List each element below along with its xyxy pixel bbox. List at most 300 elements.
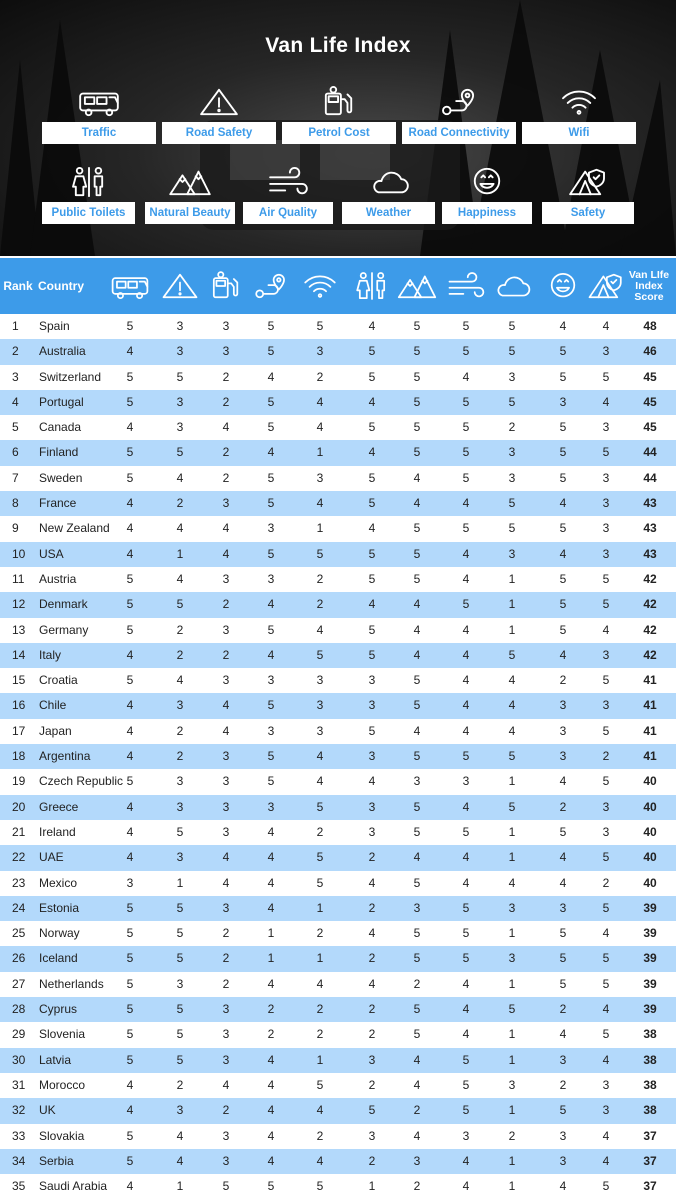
value-cell: 2 — [222, 647, 230, 662]
category-icon — [162, 82, 276, 118]
value-cell: 4 — [176, 470, 184, 485]
table-row — [0, 896, 676, 921]
table-row — [0, 542, 676, 567]
value-cell: 4 — [368, 875, 376, 890]
value-cell: 5 — [222, 1179, 230, 1194]
value-cell: 5 — [176, 1052, 184, 1067]
value-cell: 3 — [222, 900, 230, 915]
value-cell: 4 — [508, 698, 516, 713]
country-cell: Morocco — [39, 1077, 86, 1092]
value-cell: 4 — [602, 319, 610, 333]
value-cell: 4 — [176, 673, 184, 688]
value-cell: 5 — [368, 647, 376, 662]
table-row — [0, 567, 676, 592]
value-cell: 4 — [368, 521, 376, 536]
value-cell: 5 — [602, 900, 610, 915]
value-cell: 3 — [176, 344, 184, 359]
value-cell: 5 — [462, 824, 470, 839]
value-cell: 5 — [267, 470, 275, 485]
value-cell: 5 — [413, 1002, 421, 1017]
category-icon — [542, 162, 634, 198]
value-cell: 5 — [602, 445, 610, 460]
value-cell: 3 — [222, 1153, 230, 1168]
value-cell: 5 — [176, 926, 184, 941]
category-label: Air Quality — [243, 202, 333, 224]
value-cell: 5 — [462, 1052, 470, 1067]
rank-cell: 33 — [12, 1128, 26, 1143]
value-cell: 3 — [559, 394, 567, 409]
value-cell: 3 — [176, 976, 184, 991]
value-cell: 1 — [508, 976, 516, 991]
value-cell: 3 — [413, 900, 421, 915]
value-cell: 3 — [176, 420, 184, 435]
score-cell: 39 — [643, 926, 657, 941]
category-label: Happiness — [442, 202, 532, 224]
value-cell: 3 — [222, 622, 230, 637]
value-cell: 2 — [368, 951, 376, 966]
value-cell: 4 — [462, 875, 470, 890]
category-petrol-cost — [282, 82, 396, 144]
value-cell: 2 — [222, 470, 230, 485]
wind-icon — [265, 166, 311, 198]
table-row — [0, 592, 676, 617]
table-row — [0, 516, 676, 541]
value-cell: 4 — [368, 319, 376, 333]
value-cell: 4 — [508, 723, 516, 738]
value-cell: 3 — [462, 774, 470, 789]
value-cell: 5 — [126, 976, 134, 991]
value-cell: 4 — [462, 496, 470, 511]
value-cell: 5 — [413, 420, 421, 435]
table-row — [0, 491, 676, 516]
value-cell: 5 — [508, 344, 516, 359]
rank-cell: 13 — [12, 622, 26, 637]
value-cell: 3 — [267, 799, 275, 814]
rank-cell: 2 — [12, 344, 19, 359]
value-cell: 3 — [316, 344, 324, 359]
value-cell: 5 — [413, 344, 421, 359]
value-cell: 4 — [222, 546, 230, 561]
value-cell: 5 — [316, 799, 324, 814]
value-cell: 5 — [602, 951, 610, 966]
value-cell: 3 — [126, 875, 134, 890]
campervan-icon — [110, 271, 150, 301]
value-cell: 4 — [267, 445, 275, 460]
value-cell: 5 — [462, 926, 470, 941]
value-cell: 5 — [368, 622, 376, 637]
value-cell: 5 — [126, 571, 134, 586]
country-cell: Austria — [39, 571, 77, 586]
value-cell: 2 — [602, 875, 610, 890]
table-row — [0, 972, 676, 997]
value-cell: 3 — [368, 749, 376, 764]
value-cell: 5 — [126, 1002, 134, 1017]
value-cell: 3 — [222, 673, 230, 688]
score-cell: 43 — [643, 546, 657, 561]
value-cell: 4 — [267, 900, 275, 915]
value-cell: 2 — [222, 1103, 230, 1118]
value-cell: 5 — [508, 799, 516, 814]
value-cell: 1 — [316, 521, 324, 536]
value-cell: 2 — [368, 1002, 376, 1017]
value-cell: 2 — [368, 1027, 376, 1042]
value-cell: 3 — [222, 749, 230, 764]
table-row — [0, 390, 676, 415]
value-cell: 5 — [316, 647, 324, 662]
value-cell: 3 — [508, 1077, 516, 1092]
value-cell: 5 — [176, 1002, 184, 1017]
score-cell: 39 — [643, 951, 657, 966]
value-cell: 2 — [368, 850, 376, 865]
value-cell: 4 — [368, 445, 376, 460]
value-cell: 5 — [316, 1179, 324, 1194]
category-safety — [542, 162, 634, 224]
value-cell: 4 — [126, 1077, 134, 1092]
header-mountains-icon — [395, 258, 439, 314]
table-row — [0, 440, 676, 465]
value-cell: 3 — [462, 1128, 470, 1143]
header-cloud-icon — [490, 258, 534, 314]
value-cell: 4 — [316, 394, 324, 409]
value-cell: 3 — [176, 394, 184, 409]
value-cell: 5 — [126, 319, 134, 333]
header-tent-shield-icon — [584, 258, 628, 314]
value-cell: 2 — [316, 1002, 324, 1017]
country-cell: Switzerland — [39, 369, 102, 384]
value-cell: 4 — [176, 1153, 184, 1168]
score-cell: 45 — [643, 369, 657, 384]
header-score-label: Van LIfe Index Score — [628, 268, 670, 303]
value-cell: 5 — [559, 951, 567, 966]
table-row — [0, 845, 676, 870]
table-row — [0, 668, 676, 693]
value-cell: 2 — [222, 369, 230, 384]
value-cell: 5 — [462, 394, 470, 409]
value-cell: 5 — [462, 445, 470, 460]
header-wifi-icon — [298, 258, 342, 314]
value-cell: 5 — [126, 1027, 134, 1042]
value-cell: 5 — [126, 1153, 134, 1168]
table-row — [0, 365, 676, 390]
score-cell: 42 — [643, 622, 657, 637]
rank-cell: 6 — [12, 445, 19, 460]
rank-cell: 18 — [12, 749, 26, 764]
value-cell: 3 — [602, 1077, 610, 1092]
value-cell: 5 — [316, 875, 324, 890]
value-cell: 2 — [368, 1153, 376, 1168]
score-cell: 39 — [643, 1002, 657, 1017]
value-cell: 5 — [462, 1077, 470, 1092]
value-cell: 2 — [368, 900, 376, 915]
rank-cell: 32 — [12, 1103, 26, 1118]
value-cell: 4 — [559, 1027, 567, 1042]
value-cell: 5 — [368, 723, 376, 738]
value-cell: 1 — [316, 900, 324, 915]
rank-cell: 21 — [12, 824, 26, 839]
category-label: Public Toilets — [42, 202, 135, 224]
value-cell: 5 — [602, 774, 610, 789]
value-cell: 3 — [222, 799, 230, 814]
value-cell: 5 — [508, 394, 516, 409]
category-public-toilets — [42, 162, 135, 224]
country-cell: UK — [39, 1103, 56, 1118]
cloud-icon — [492, 271, 532, 301]
value-cell: 5 — [559, 824, 567, 839]
value-cell: 5 — [559, 420, 567, 435]
category-label: Traffic — [42, 122, 156, 144]
value-cell: 4 — [462, 1179, 470, 1194]
rank-cell: 10 — [12, 546, 26, 561]
value-cell: 5 — [368, 546, 376, 561]
country-cell: Serbia — [39, 1153, 74, 1168]
value-cell: 3 — [559, 900, 567, 915]
rank-cell: 27 — [12, 976, 26, 991]
category-icon — [522, 82, 636, 118]
country-cell: Slovenia — [39, 1027, 86, 1042]
value-cell: 3 — [602, 647, 610, 662]
value-cell: 5 — [462, 1103, 470, 1118]
value-cell: 3 — [176, 319, 184, 333]
value-cell: 5 — [176, 824, 184, 839]
value-cell: 3 — [267, 521, 275, 536]
value-cell: 5 — [559, 369, 567, 384]
value-cell: 5 — [176, 445, 184, 460]
value-cell: 5 — [508, 1002, 516, 1017]
category-icon — [243, 162, 333, 198]
value-cell: 4 — [462, 1002, 470, 1017]
tent-shield-icon — [586, 271, 626, 301]
value-cell: 5 — [559, 344, 567, 359]
value-cell: 5 — [267, 774, 275, 789]
table-row — [0, 339, 676, 364]
value-cell: 5 — [126, 774, 134, 789]
value-cell: 4 — [413, 597, 421, 612]
value-cell: 4 — [413, 622, 421, 637]
value-cell: 3 — [368, 1052, 376, 1067]
country-cell: Iceland — [39, 951, 78, 966]
warning-triangle-icon — [160, 271, 200, 301]
category-weather — [342, 162, 435, 224]
value-cell: 3 — [508, 951, 516, 966]
value-cell: 5 — [126, 673, 134, 688]
value-cell: 4 — [559, 496, 567, 511]
value-cell: 1 — [508, 1179, 516, 1194]
rank-cell: 35 — [12, 1179, 26, 1194]
score-cell: 39 — [643, 900, 657, 915]
country-cell: Chile — [39, 698, 67, 713]
table-row — [0, 820, 676, 845]
value-cell: 5 — [602, 597, 610, 612]
value-cell: 4 — [126, 647, 134, 662]
value-cell: 4 — [267, 976, 275, 991]
table-row — [0, 466, 676, 491]
header-rank — [2, 258, 34, 314]
value-cell: 5 — [267, 1179, 275, 1194]
category-icon — [442, 162, 532, 198]
value-cell: 4 — [368, 394, 376, 409]
value-cell: 5 — [126, 951, 134, 966]
value-cell: 4 — [462, 976, 470, 991]
value-cell: 5 — [462, 951, 470, 966]
fuel-pump-icon — [316, 86, 362, 118]
value-cell: 4 — [126, 698, 134, 713]
score-cell: 44 — [643, 470, 657, 485]
value-cell: 4 — [602, 926, 610, 941]
value-cell: 2 — [222, 976, 230, 991]
value-cell: 2 — [222, 597, 230, 612]
value-cell: 4 — [559, 647, 567, 662]
category-icon — [42, 82, 156, 118]
value-cell: 5 — [413, 394, 421, 409]
value-cell: 3 — [222, 774, 230, 789]
value-cell: 5 — [413, 698, 421, 713]
rank-cell: 29 — [12, 1027, 26, 1042]
value-cell: 1 — [508, 850, 516, 865]
value-cell: 4 — [222, 850, 230, 865]
score-cell: 40 — [643, 875, 657, 890]
value-cell: 4 — [316, 1103, 324, 1118]
value-cell: 4 — [222, 875, 230, 890]
value-cell: 2 — [413, 976, 421, 991]
value-cell: 4 — [126, 723, 134, 738]
country-cell: Croatia — [39, 673, 78, 688]
value-cell: 4 — [267, 875, 275, 890]
score-cell: 43 — [643, 521, 657, 536]
value-cell: 4 — [126, 799, 134, 814]
table-row — [0, 1073, 676, 1098]
value-cell: 4 — [462, 546, 470, 561]
value-cell: 1 — [316, 1052, 324, 1067]
value-cell: 4 — [413, 1077, 421, 1092]
value-cell: 5 — [508, 521, 516, 536]
mountains-icon — [167, 166, 213, 198]
category-happiness — [442, 162, 532, 224]
value-cell: 3 — [222, 571, 230, 586]
value-cell: 4 — [462, 850, 470, 865]
value-cell: 5 — [316, 1077, 324, 1092]
value-cell: 5 — [126, 394, 134, 409]
value-cell: 4 — [267, 647, 275, 662]
header-toilet-people-icon — [350, 258, 394, 314]
table-row — [0, 693, 676, 718]
value-cell: 3 — [267, 723, 275, 738]
value-cell: 3 — [222, 1027, 230, 1042]
value-cell: 2 — [176, 622, 184, 637]
value-cell: 3 — [222, 1002, 230, 1017]
value-cell: 2 — [222, 951, 230, 966]
category-traffic — [42, 82, 156, 144]
value-cell: 5 — [602, 1179, 610, 1194]
rank-cell: 14 — [12, 647, 26, 662]
value-cell: 5 — [267, 622, 275, 637]
rank-cell: 20 — [12, 799, 26, 814]
value-cell: 3 — [368, 698, 376, 713]
score-cell: 40 — [643, 850, 657, 865]
value-cell: 5 — [413, 749, 421, 764]
country-cell: Argentina — [39, 749, 91, 764]
value-cell: 3 — [267, 673, 275, 688]
value-cell: 3 — [602, 496, 610, 511]
value-cell: 2 — [316, 597, 324, 612]
value-cell: 1 — [368, 1179, 376, 1194]
value-cell: 1 — [508, 824, 516, 839]
value-cell: 5 — [267, 319, 275, 333]
value-cell: 5 — [413, 571, 421, 586]
value-cell: 2 — [176, 723, 184, 738]
value-cell: 3 — [222, 496, 230, 511]
rank-cell: 9 — [12, 521, 19, 536]
category-icon — [342, 162, 435, 198]
value-cell: 5 — [368, 420, 376, 435]
value-cell: 5 — [602, 976, 610, 991]
country-cell: Denmark — [39, 597, 88, 612]
value-cell: 4 — [368, 597, 376, 612]
value-cell: 2 — [413, 1103, 421, 1118]
value-cell: 4 — [316, 749, 324, 764]
value-cell: 4 — [316, 420, 324, 435]
value-cell: 1 — [176, 1179, 184, 1194]
value-cell: 5 — [462, 597, 470, 612]
wifi-icon — [556, 86, 602, 118]
rank-cell: 4 — [12, 394, 19, 409]
value-cell: 5 — [559, 1103, 567, 1118]
value-cell: 3 — [559, 698, 567, 713]
value-cell: 3 — [222, 1128, 230, 1143]
value-cell: 2 — [222, 394, 230, 409]
value-cell: 5 — [413, 319, 421, 333]
value-cell: 5 — [126, 1128, 134, 1143]
value-cell: 3 — [222, 824, 230, 839]
value-cell: 5 — [413, 673, 421, 688]
header-rank-label: Rank — [3, 279, 33, 293]
value-cell: 5 — [413, 445, 421, 460]
value-cell: 4 — [126, 1103, 134, 1118]
score-cell: 38 — [643, 1077, 657, 1092]
page-title: Van Life Index — [265, 34, 411, 57]
toilet-people-icon — [352, 271, 392, 301]
table-row — [0, 795, 676, 820]
value-cell: 4 — [368, 976, 376, 991]
value-cell: 1 — [176, 875, 184, 890]
value-cell: 3 — [222, 1052, 230, 1067]
value-cell: 3 — [176, 698, 184, 713]
value-cell: 4 — [602, 622, 610, 637]
header-smiley-icon — [541, 258, 585, 314]
value-cell: 3 — [176, 850, 184, 865]
value-cell: 4 — [602, 1052, 610, 1067]
value-cell: 4 — [462, 369, 470, 384]
value-cell: 1 — [508, 926, 516, 941]
table-header — [0, 258, 676, 314]
wifi-icon — [300, 271, 340, 301]
category-natural-beauty — [145, 162, 235, 224]
value-cell: 5 — [508, 496, 516, 511]
value-cell: 5 — [559, 976, 567, 991]
value-cell: 2 — [316, 571, 324, 586]
score-cell: 41 — [643, 723, 657, 738]
rank-cell: 12 — [12, 597, 26, 612]
value-cell: 3 — [602, 824, 610, 839]
rank-cell: 15 — [12, 673, 26, 688]
score-cell: 37 — [643, 1153, 657, 1168]
value-cell: 5 — [176, 369, 184, 384]
value-cell: 4 — [602, 1128, 610, 1143]
country-cell: Latvia — [39, 1052, 72, 1067]
rank-cell: 19 — [12, 774, 26, 789]
score-cell: 37 — [643, 1179, 657, 1194]
value-cell: 2 — [316, 1027, 324, 1042]
score-cell: 42 — [643, 647, 657, 662]
